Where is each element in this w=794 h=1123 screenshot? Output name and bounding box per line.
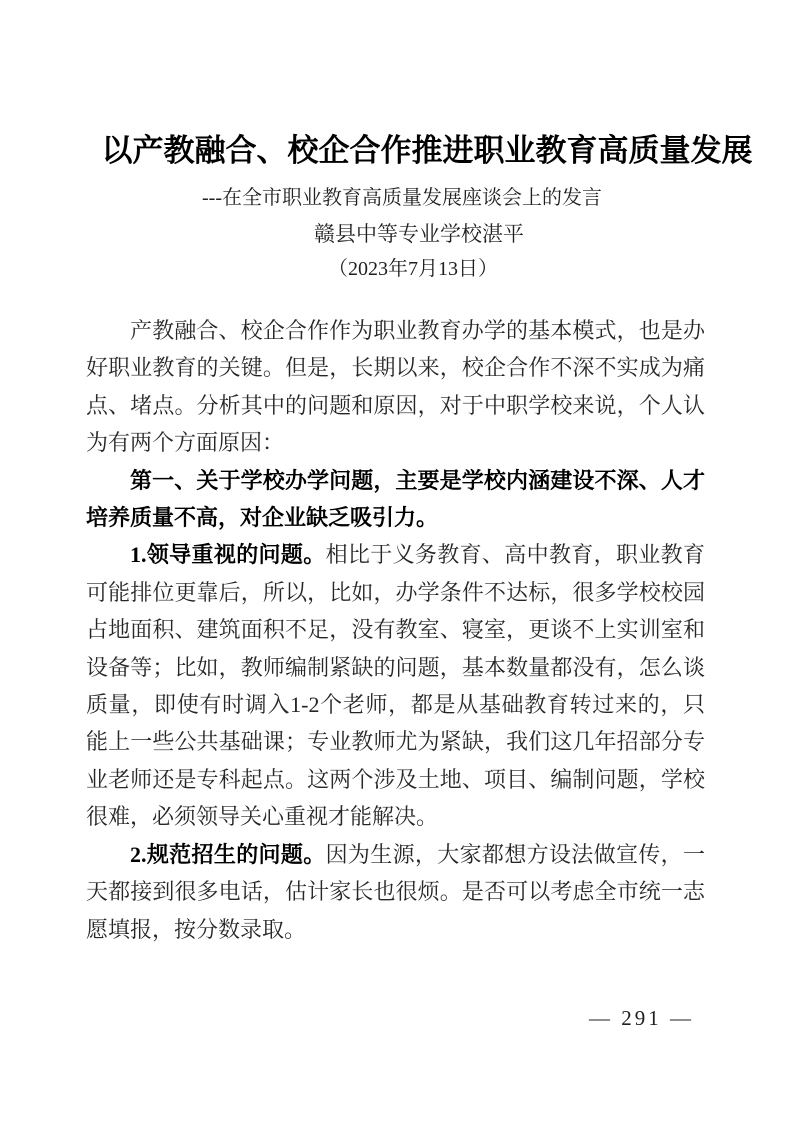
heading-paragraph [86, 462, 705, 537]
paragraph-text: 产教融合、校企合作作为职业教育办学的基本模式，也是办好职业教育的关键。但是，长期以来，校企合作不深不实成为痛点、堵点。分析其中的问题和原因，对于中职学校来说，个人认为有两个方面原因： [86, 318, 705, 456]
paragraph-text: 相比于义务教育、高中教育，职业教育可能排位更靠后，所以，比如，办学条件不达标，很多学校校园占地面积、建筑面积不足，没有教室、寝室，更谈不上实训室和设备等；比如，教师编制紧缺的问题，基本数量都没有，怎么谈质量，即使有时调入1-2个老师，都是从基础教育转过来的，只能上一些公共基础课；专业教师尤为紧缺，我们这几年招部分专业老师还是专科起点。这两个涉及土地、项目、编制问题，学校很难，必须领导关心重视才能解决。 [86, 542, 705, 830]
document-body [86, 312, 705, 948]
body-paragraph [86, 312, 705, 462]
page-title: 以产教融合、校企合作推进职业教育高质量发展 [101, 133, 753, 168]
paragraph-text: 因为生源，大家都想方设法做宣传，一天都接到很多电话，估计家长也很烦。是否可以考虑全市统一志愿填报，按分数录取。 [86, 841, 705, 942]
page-number: — 291 — [589, 1006, 694, 1030]
author-line: 赣县中等专业学校湛平 [314, 222, 524, 246]
body-paragraph [86, 536, 705, 835]
body-paragraph [86, 836, 705, 948]
date-line: （2023年7月13日） [328, 258, 498, 280]
paragraph-lead-bold: 1.领导重视的问题。 [130, 542, 326, 568]
subtitle: ---在全市职业教育高质量发展座谈会上的发言 [202, 187, 602, 209]
paragraph-lead-bold: 2.规范招生的问题。 [130, 841, 326, 867]
paragraph-lead-bold: 第一、关于学校办学问题，主要是学校内涵建设不深、人才培养质量不高，对企业缺乏吸引力。 [86, 467, 705, 531]
